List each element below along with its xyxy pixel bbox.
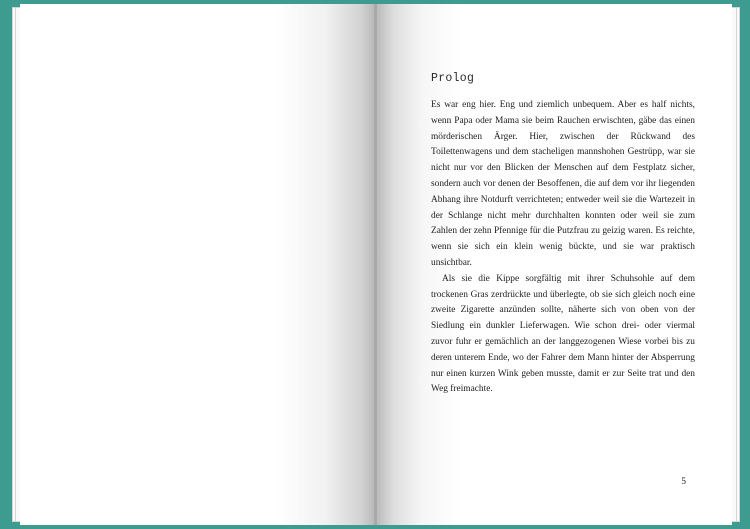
paragraph-1: Es war eng hier. Eng und ziemlich unbequem. Aber es half nichts, wenn Papa oder Mama sie beim Rauchen erwischten, gäbe das einen mörderischen Ärger. Hier, zwischen der Rückwand des Toilettenwagens und dem stacheligen mannshohen Gestrüpp, war sie nicht nur vor den Blicken der Menschen auf dem Festplatz sicher, sondern auch vor denen der Besoffenen, die auf dem vor ihr liegenden Abhang ihre Notdurft verrichteten; entweder weil sie die Wartezeit in der Schlange nicht mehr durchhalten konnten oder weil sie zum Zahlen der zehn Pfennige für die Putzfrau zu geizig waren. Es reichte, wenn sie sich ein klein wenig bückte, und sie war praktisch unsichtbar.: [431, 100, 695, 268]
chapter-title: Prolog: [431, 72, 475, 85]
book-spine: [374, 4, 377, 525]
page-number: 5: [681, 477, 686, 487]
left-page: [20, 4, 376, 525]
open-book: [12, 4, 740, 525]
paragraph-2: Als sie die Kippe sorgfältig mit ihrer Schuhsohle auf dem trockenen Gras zerdrückte und überlegte, ob sie sich gleich noch eine zweite Zigarette anzünden sollte, näherte sich von oben von der Siedlung ein dunkler Lieferwagen. Wie schon drei- oder viermal zuvor fuhr er gemächlich an der langgezogenen Wiese vorbei bis zu deren unterem Ende, wo der Fahrer dem Mann hinter der Absperrung nur einen kurzen Wink geben musste, damit er zur Seite trat und den Weg freimachte.: [431, 273, 695, 395]
right-page: [376, 4, 732, 525]
body-text: [431, 98, 695, 398]
